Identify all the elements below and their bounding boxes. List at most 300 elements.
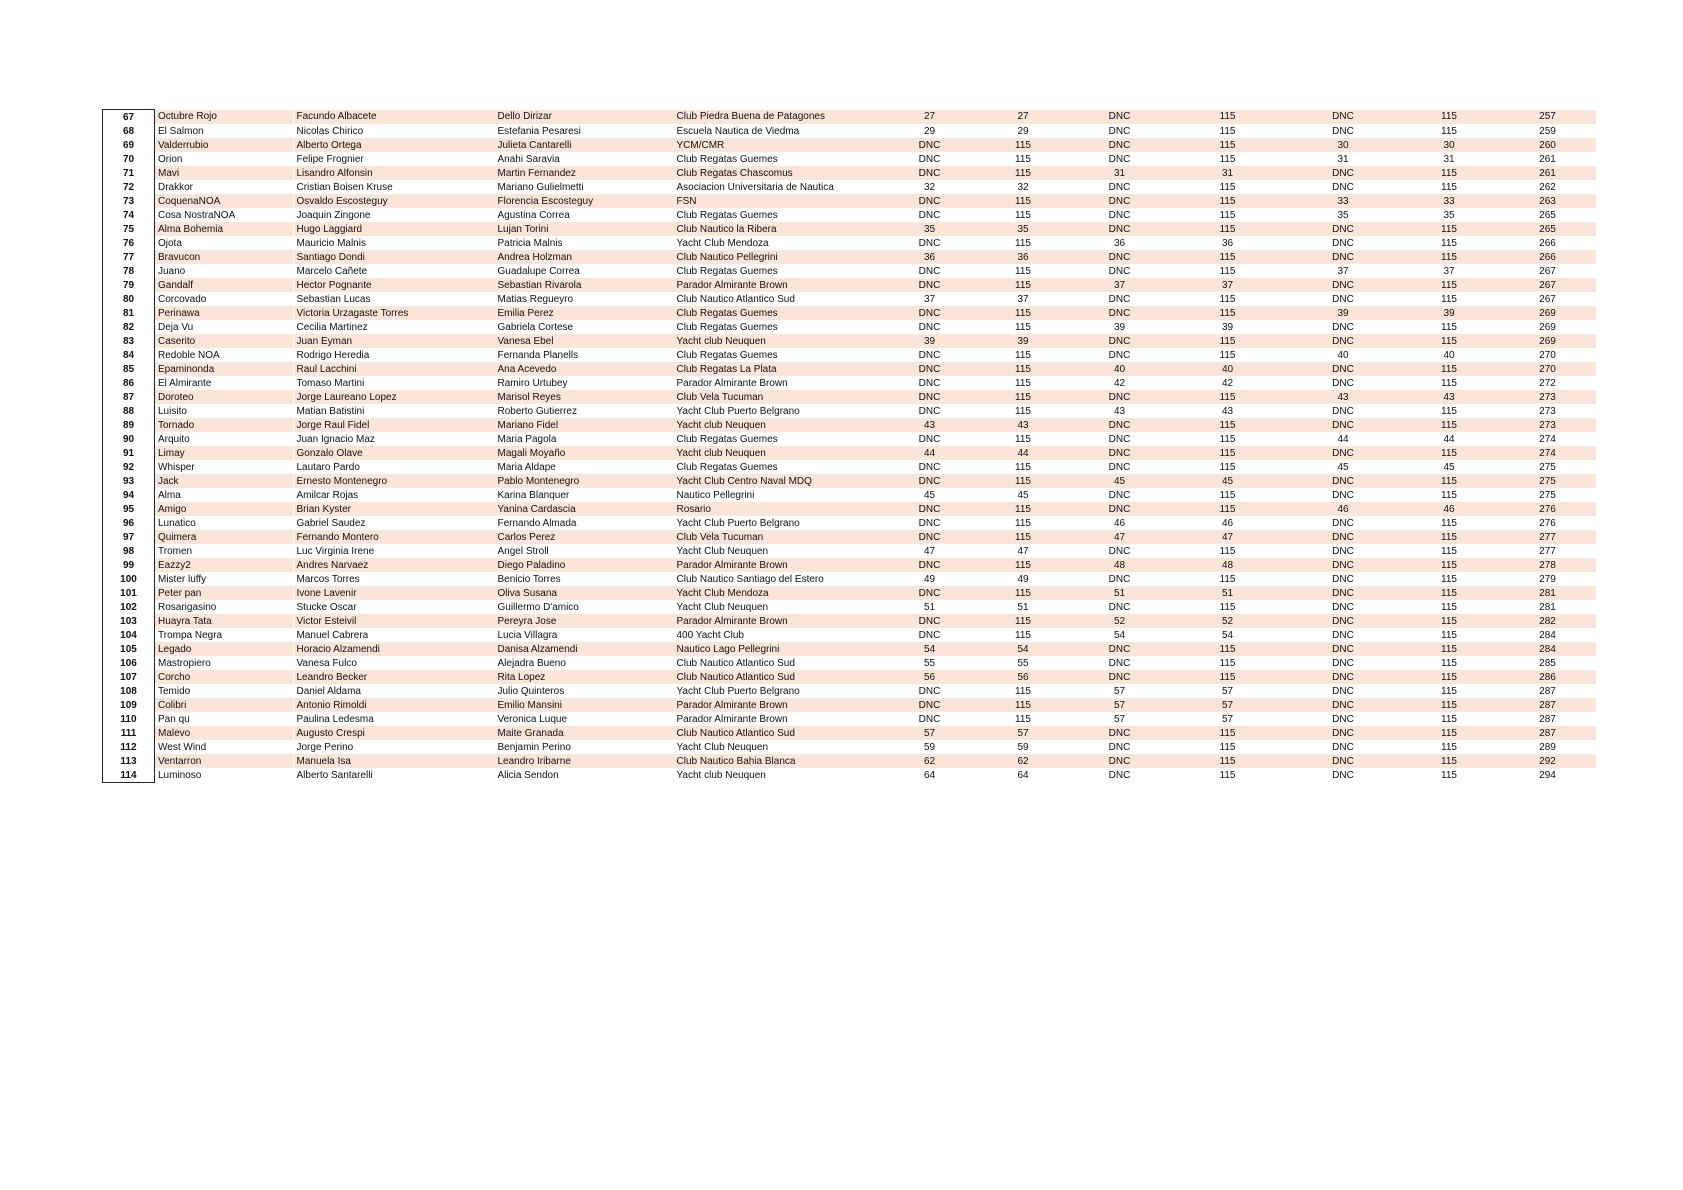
race3-points-cell: 115 [1441, 685, 1457, 697]
race2-points-cell: 31 [1168, 166, 1288, 180]
position-cell: 73 [103, 194, 155, 208]
race2-result-cell: 57 [1113, 685, 1126, 697]
club-cell: Club Nautico Pellegrini [674, 250, 885, 264]
race2-points-cell: 47 [1168, 530, 1288, 544]
race2-result-cell: 46 [1113, 517, 1126, 529]
skipper-cell: Augusto Crespi [294, 726, 495, 740]
position-cell: 79 [103, 278, 155, 292]
skipper-cell: Cristian Boisen Kruse [296, 181, 393, 193]
crew-cell: Maria Pagola [497, 433, 557, 445]
race1-points-cell: 44 [975, 446, 1072, 460]
race3-points-cell: 115 [1399, 642, 1500, 656]
position-cell: 76 [103, 236, 155, 250]
total-points-cell: 277 [1539, 545, 1556, 557]
position-cell: 107 [103, 670, 155, 684]
position-cell: 91 [103, 446, 155, 460]
total-points-cell: 287 [1500, 726, 1596, 740]
boat-name-cell: CoquenaNOA [155, 194, 294, 208]
total-points-cell: 270 [1500, 362, 1596, 376]
race2-points-cell: 115 [1219, 181, 1236, 193]
race1-result-cell: DNC [918, 265, 941, 277]
club-cell: Club Nautico la Ribera [674, 222, 885, 236]
boat-name-cell: Jack [155, 474, 294, 488]
club-cell: Yacht club Neuquen [674, 446, 885, 460]
crew-cell: Angel Stroll [497, 545, 549, 557]
race3-points-cell: 115 [1441, 545, 1457, 557]
race2-result-cell: DNC [1072, 390, 1168, 404]
skipper-cell: Victoria Urzagaste Torres [294, 306, 495, 320]
race2-points-cell: 115 [1168, 194, 1288, 208]
boat-name-cell: Luminoso [158, 769, 202, 781]
boat-name-cell: Quimera [155, 530, 294, 544]
boat-name-cell: Rosarigasino [158, 601, 217, 613]
club-cell: Club Regatas Guemes [676, 433, 778, 445]
total-points-cell: 279 [1539, 573, 1556, 585]
club-cell: Yacht Club Neuquen [676, 741, 769, 753]
race2-points-cell: 115 [1168, 726, 1288, 740]
race1-points-cell: 59 [1017, 741, 1029, 753]
race3-result-cell: DNC [1332, 629, 1354, 641]
race1-result-cell: 37 [923, 293, 936, 305]
position-cell: 85 [103, 362, 155, 376]
race1-result-cell: DNC [918, 713, 941, 725]
race1-points-cell: 32 [1017, 181, 1029, 193]
race1-points-cell: 62 [975, 754, 1072, 768]
race1-result-cell: DNC [918, 517, 941, 529]
crew-cell: Emilio Mansini [495, 698, 674, 712]
race2-points-cell: 115 [1168, 502, 1288, 516]
race1-points-cell: 36 [975, 250, 1072, 264]
race3-points-cell: 115 [1441, 237, 1457, 249]
club-cell: Club Nautico Bahia Blanca [674, 754, 885, 768]
position-cell: 99 [103, 558, 155, 572]
table-row [103, 124, 1596, 138]
crew-cell: Anahi Saravia [497, 153, 560, 165]
skipper-cell: Gabriel Saudez [296, 517, 366, 529]
race2-points-cell: 115 [1168, 110, 1288, 125]
race3-points-cell: 115 [1399, 698, 1500, 712]
table-row [103, 558, 1596, 572]
race2-points-cell: 46 [1221, 517, 1234, 529]
race2-result-cell: DNC [1072, 670, 1168, 684]
total-points-cell: 275 [1500, 474, 1596, 488]
race1-points-cell: 115 [1015, 405, 1031, 417]
race2-points-cell: 115 [1219, 741, 1236, 753]
skipper-cell: Ivone Lavenir [294, 586, 495, 600]
table-row [103, 656, 1596, 670]
skipper-cell: Horacio Alzamendi [294, 642, 495, 656]
race2-points-cell: 54 [1221, 629, 1234, 641]
club-cell: Yacht Club Neuquen [676, 601, 769, 613]
race2-result-cell: 57 [1072, 698, 1168, 712]
total-points-cell: 276 [1500, 502, 1596, 516]
race2-result-cell: DNC [1072, 754, 1168, 768]
skipper-cell: Victor Esteivil [294, 614, 495, 628]
total-points-cell: 273 [1500, 418, 1596, 432]
race1-points-cell: 115 [975, 390, 1072, 404]
race3-points-cell: 115 [1399, 530, 1500, 544]
skipper-cell: Daniel Aldama [296, 685, 361, 697]
club-cell: Club Nautico Atlantico Sud [674, 670, 885, 684]
race3-points-cell: 115 [1441, 125, 1457, 137]
boat-name-cell: Mavi [155, 166, 294, 180]
club-cell: Parador Almirante Brown [674, 698, 885, 712]
race2-result-cell: DNC [1072, 726, 1168, 740]
race2-points-cell: 115 [1168, 446, 1288, 460]
position-cell: 90 [103, 432, 155, 446]
crew-cell: Oliva Susana [495, 586, 674, 600]
table-row [103, 418, 1596, 432]
race3-result-cell: 45 [1337, 461, 1349, 473]
position-cell: 111 [103, 726, 155, 740]
total-points-cell: 269 [1500, 306, 1596, 320]
table-row [103, 642, 1596, 656]
race2-points-cell: 115 [1219, 153, 1236, 165]
race2-points-cell: 57 [1221, 685, 1234, 697]
race2-result-cell: DNC [1108, 657, 1131, 669]
race2-points-cell: 115 [1168, 418, 1288, 432]
race3-points-cell: 115 [1441, 601, 1457, 613]
position-cell: 108 [103, 684, 155, 698]
race2-result-cell: DNC [1108, 601, 1131, 613]
race2-points-cell: 45 [1168, 474, 1288, 488]
race3-points-cell: 115 [1399, 754, 1500, 768]
boat-name-cell: Mastropiero [158, 657, 211, 669]
total-points-cell: 282 [1500, 614, 1596, 628]
race3-result-cell: DNC [1332, 601, 1354, 613]
club-cell: 400 Yacht Club [676, 629, 744, 641]
club-cell: Escuela Nautica de Viedma [676, 125, 800, 137]
position-cell: 92 [103, 460, 155, 474]
race3-result-cell: DNC [1332, 405, 1354, 417]
crew-cell: Lucia Villagra [497, 629, 558, 641]
race3-result-cell: DNC [1288, 642, 1399, 656]
race3-points-cell: 115 [1399, 222, 1500, 236]
table-row [103, 152, 1596, 166]
race2-result-cell: DNC [1072, 194, 1168, 208]
table-row [103, 138, 1596, 152]
race3-points-cell: 33 [1399, 194, 1500, 208]
race3-result-cell: 40 [1337, 349, 1349, 361]
table-row [103, 446, 1596, 460]
table-row [103, 404, 1596, 418]
race2-result-cell: 52 [1072, 614, 1168, 628]
skipper-cell: Lautaro Pardo [296, 461, 360, 473]
race2-result-cell: DNC [1108, 741, 1131, 753]
table-row [103, 502, 1596, 516]
total-points-cell: 261 [1539, 153, 1556, 165]
race3-points-cell: 115 [1441, 741, 1457, 753]
club-cell: Yacht Club Centro Naval MDQ [674, 474, 885, 488]
boat-name-cell: Arquito [158, 433, 190, 445]
race3-result-cell: DNC [1332, 489, 1354, 501]
club-cell: Yacht Club Puerto Belgrano [676, 405, 800, 417]
total-points-cell: 277 [1500, 530, 1596, 544]
total-points-cell: 259 [1539, 125, 1556, 137]
race1-result-cell: DNC [918, 377, 941, 389]
table-row [103, 166, 1596, 180]
race1-result-cell: DNC [885, 138, 975, 152]
boat-name-cell: Eazzy2 [155, 558, 294, 572]
race3-result-cell: DNC [1288, 418, 1399, 432]
race1-points-cell: 45 [1017, 489, 1029, 501]
skipper-cell: Amilcar Rojas [296, 489, 359, 501]
race2-result-cell: DNC [1072, 222, 1168, 236]
boat-name-cell: Alma Bohemia [155, 222, 294, 236]
race3-points-cell: 115 [1441, 293, 1457, 305]
total-points-cell: 265 [1500, 222, 1596, 236]
table-row [103, 390, 1596, 404]
crew-cell: Diego Paladino [495, 558, 674, 572]
crew-cell: Andrea Holzman [495, 250, 674, 264]
race2-result-cell: DNC [1072, 502, 1168, 516]
boat-name-cell: Alma [158, 489, 181, 501]
race2-result-cell: DNC [1072, 138, 1168, 152]
position-cell: 112 [103, 740, 155, 754]
skipper-cell: Hugo Laggiard [294, 222, 495, 236]
table-row [103, 684, 1596, 698]
race3-result-cell: DNC [1332, 769, 1354, 781]
race1-points-cell: 39 [975, 334, 1072, 348]
race3-points-cell: 115 [1399, 362, 1500, 376]
boat-name-cell: Caserito [155, 334, 294, 348]
position-cell: 96 [103, 516, 155, 530]
total-points-cell: 287 [1539, 685, 1556, 697]
race1-result-cell: 35 [885, 222, 975, 236]
boat-name-cell: Perinawa [155, 306, 294, 320]
race1-result-cell: 39 [885, 334, 975, 348]
crew-cell: Alejadra Bueno [497, 657, 566, 669]
crew-cell: Mariano Gulielmetti [497, 181, 584, 193]
table-row [103, 250, 1596, 264]
position-cell: 89 [103, 418, 155, 432]
race2-points-cell: 115 [1168, 754, 1288, 768]
total-points-cell: 261 [1500, 166, 1596, 180]
club-cell: Club Regatas Guemes [674, 306, 885, 320]
table-row [103, 264, 1596, 278]
club-cell: Club Nautico Santiago del Estero [676, 573, 824, 585]
race1-points-cell: 56 [975, 670, 1072, 684]
position-cell: 94 [103, 488, 155, 502]
total-points-cell: 276 [1539, 517, 1556, 529]
race1-result-cell: 56 [885, 670, 975, 684]
position-cell: 84 [103, 348, 155, 362]
race3-result-cell: DNC [1332, 741, 1354, 753]
race1-result-cell: DNC [918, 629, 941, 641]
crew-cell: Patricia Malnis [497, 237, 563, 249]
table-row [103, 306, 1596, 320]
total-points-cell: 262 [1539, 181, 1556, 193]
club-cell: Club Regatas Guemes [676, 461, 778, 473]
race3-points-cell: 30 [1399, 138, 1500, 152]
table-row [103, 208, 1596, 222]
race1-points-cell: 29 [1017, 125, 1029, 137]
total-points-cell: 275 [1539, 489, 1556, 501]
table-row [103, 698, 1596, 712]
crew-cell: Fernanda Planells [497, 349, 579, 361]
race3-result-cell: DNC [1332, 713, 1354, 725]
race1-points-cell: 115 [975, 194, 1072, 208]
skipper-cell: Gonzalo Olave [294, 446, 495, 460]
table-row [103, 726, 1596, 740]
club-cell: Club Nautico Atlantico Sud [674, 726, 885, 740]
crew-cell: Marisol Reyes [495, 390, 674, 404]
race1-result-cell: DNC [885, 530, 975, 544]
boat-name-cell: Mister luffy [158, 573, 207, 585]
crew-cell: Danisa Alzamendi [495, 642, 674, 656]
race2-points-cell: 115 [1219, 349, 1236, 361]
boat-name-cell: El Salmon [158, 125, 204, 137]
race2-result-cell: DNC [1072, 642, 1168, 656]
boat-name-cell: Ojota [158, 237, 182, 249]
race2-result-cell: DNC [1108, 433, 1131, 445]
race3-result-cell: DNC [1332, 657, 1354, 669]
club-cell: Club Regatas Guemes [676, 321, 778, 333]
crew-cell: Alicia Sendon [497, 769, 559, 781]
race2-points-cell: 115 [1219, 573, 1236, 585]
crew-cell: Julieta Cantarelli [495, 138, 674, 152]
race3-points-cell: 115 [1441, 377, 1457, 389]
boat-name-cell: Gandalf [155, 278, 294, 292]
skipper-cell: Mauricio Malnis [296, 237, 366, 249]
race2-result-cell: DNC [1108, 349, 1131, 361]
total-points-cell: 273 [1500, 390, 1596, 404]
table-row [103, 278, 1596, 292]
race1-points-cell: 115 [1015, 349, 1031, 361]
skipper-cell: Raul Lacchini [294, 362, 495, 376]
skipper-cell: Stucke Oscar [296, 601, 357, 613]
race1-result-cell: 57 [885, 726, 975, 740]
race1-result-cell: 29 [923, 125, 936, 137]
race3-points-cell: 115 [1441, 657, 1457, 669]
total-points-cell: 257 [1500, 110, 1596, 125]
boat-name-cell: Tromen [158, 545, 193, 557]
boat-name-cell: Juano [158, 265, 186, 277]
skipper-cell: Alberto Santarelli [296, 769, 373, 781]
race3-result-cell: DNC [1288, 558, 1399, 572]
skipper-cell: Vanesa Fulco [296, 657, 357, 669]
position-cell: 67 [103, 110, 155, 125]
position-cell: 100 [103, 572, 155, 586]
crew-cell: Guillermo D'amico [497, 601, 579, 613]
race2-result-cell: 45 [1072, 474, 1168, 488]
skipper-cell: Luc Virginia Irene [296, 545, 375, 557]
race1-points-cell: 54 [975, 642, 1072, 656]
race1-result-cell: DNC [918, 433, 941, 445]
position-cell: 82 [103, 320, 155, 334]
race3-result-cell: DNC [1332, 545, 1354, 557]
skipper-cell: Andres Narvaez [294, 558, 495, 572]
club-cell: Club Vela Tucuman [674, 530, 885, 544]
race2-points-cell: 40 [1168, 362, 1288, 376]
boat-name-cell: Orion [158, 153, 183, 165]
position-cell: 109 [103, 698, 155, 712]
total-points-cell: 260 [1500, 138, 1596, 152]
skipper-cell: Lisandro Alfonsin [294, 166, 495, 180]
race1-points-cell: 115 [1015, 517, 1031, 529]
race2-points-cell: 115 [1219, 545, 1236, 557]
boat-name-cell: Trompa Negra [158, 629, 223, 641]
race2-points-cell: 115 [1219, 601, 1236, 613]
boat-name-cell: Ventarron [155, 754, 294, 768]
boat-name-cell: Malevo [155, 726, 294, 740]
race3-result-cell: DNC [1332, 573, 1354, 585]
race3-points-cell: 115 [1399, 586, 1500, 600]
race3-points-cell: 115 [1441, 181, 1457, 193]
race2-result-cell: 40 [1072, 362, 1168, 376]
boat-name-cell: Drakkor [158, 181, 194, 193]
race1-result-cell: DNC [918, 153, 941, 165]
table-row [103, 544, 1596, 558]
boat-name-cell: El Almirante [158, 377, 212, 389]
race2-result-cell: DNC [1108, 461, 1131, 473]
position-cell: 114 [103, 768, 155, 783]
position-cell: 87 [103, 390, 155, 404]
boat-name-cell: Limay [155, 446, 294, 460]
race1-result-cell: DNC [885, 278, 975, 292]
club-cell: Club Nautico Atlantico Sud [676, 293, 795, 305]
crew-cell: Pereyra Jose [495, 614, 674, 628]
position-cell: 104 [103, 628, 155, 642]
skipper-cell: Santiago Dondi [294, 250, 495, 264]
crew-cell: Roberto Gutierrez [497, 405, 577, 417]
race3-points-cell: 115 [1441, 769, 1457, 781]
race3-result-cell: DNC [1288, 670, 1399, 684]
crew-cell: Matias Regueyro [497, 293, 574, 305]
crew-cell: Sebastian Rivarola [495, 278, 674, 292]
race3-points-cell: 115 [1441, 629, 1457, 641]
club-cell: Club Regatas Guemes [676, 265, 778, 277]
race2-result-cell: 51 [1072, 586, 1168, 600]
race3-points-cell: 115 [1399, 474, 1500, 488]
crew-cell: Benjamin Perino [497, 741, 571, 753]
skipper-cell: Facundo Albacete [294, 110, 495, 125]
skipper-cell: Cecilia Martinez [296, 321, 368, 333]
race3-points-cell: 115 [1399, 670, 1500, 684]
boat-name-cell: Epaminonda [155, 362, 294, 376]
club-cell: Club Nautico Atlantico Sud [676, 657, 795, 669]
race3-result-cell: DNC [1288, 474, 1399, 488]
club-cell: Yacht Club Neuquen [676, 545, 769, 557]
total-points-cell: 266 [1500, 250, 1596, 264]
race1-points-cell: 115 [1015, 433, 1031, 445]
race1-points-cell: 51 [1017, 601, 1029, 613]
race2-result-cell: DNC [1072, 418, 1168, 432]
table-row [103, 194, 1596, 208]
race2-result-cell: DNC [1072, 334, 1168, 348]
race3-result-cell: DNC [1288, 446, 1399, 460]
results-body [103, 110, 1596, 783]
crew-cell: Ana Acevedo [495, 362, 674, 376]
race1-result-cell: 43 [885, 418, 975, 432]
table-row [103, 460, 1596, 474]
race1-points-cell: 115 [975, 558, 1072, 572]
race1-result-cell: DNC [918, 321, 941, 333]
position-cell: 74 [103, 208, 155, 222]
race1-result-cell: DNC [918, 685, 941, 697]
club-cell: Yacht Club Puerto Belgrano [676, 685, 800, 697]
race3-result-cell: 46 [1288, 502, 1399, 516]
club-cell: Club Regatas Guemes [676, 153, 778, 165]
boat-name-cell: Legado [155, 642, 294, 656]
race2-points-cell: 115 [1168, 138, 1288, 152]
race2-result-cell: 57 [1113, 713, 1126, 725]
race1-points-cell: 115 [975, 614, 1072, 628]
race3-points-cell: 115 [1399, 558, 1500, 572]
table-row [103, 670, 1596, 684]
race3-points-cell: 115 [1399, 334, 1500, 348]
total-points-cell: 281 [1539, 601, 1556, 613]
